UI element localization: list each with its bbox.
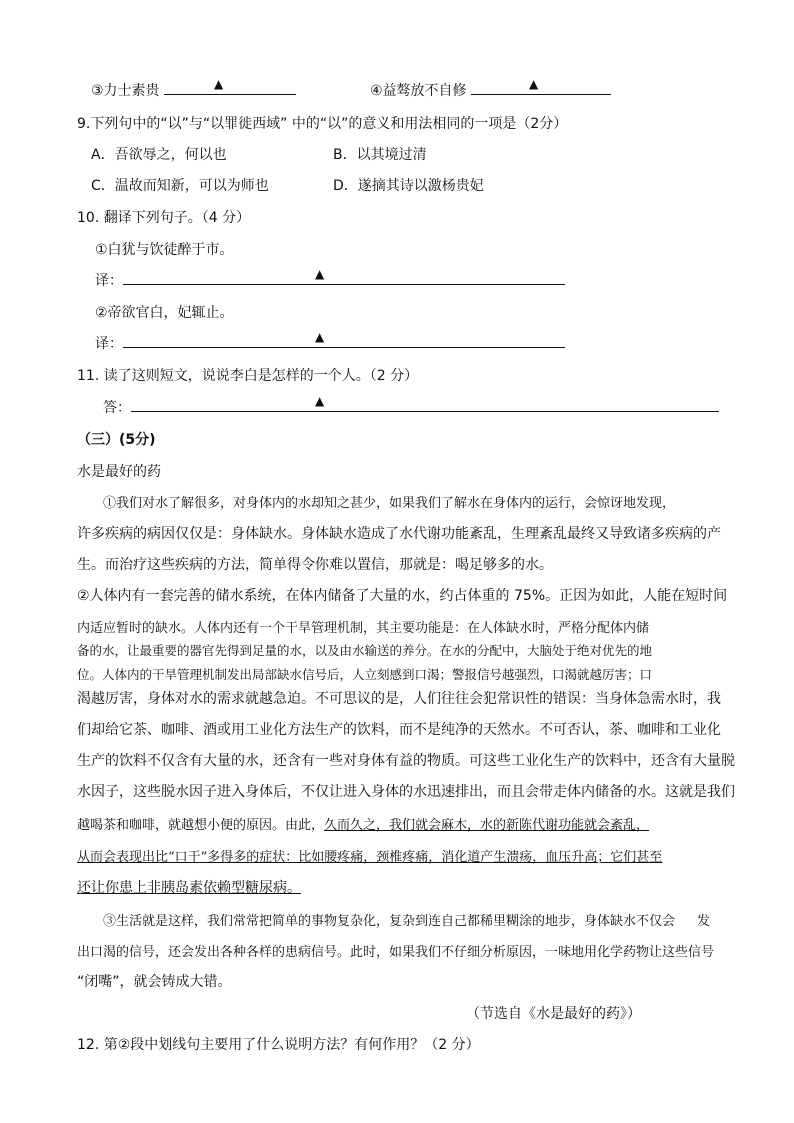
passage-p2-line-7: 生产的饮料不仅含有大量的水，还含有一些对身体有益的物质。可这些工业化生产的饮料中，还含有大量脱 — [77, 753, 735, 769]
passage-p2-line-8: 水因子，这些脱水因子进入身体后，不仅让进入身体的水迅速排出，而且会带走体内储备的水。这就是我们 — [77, 784, 735, 800]
q10-sentence-2: ②帝欲官白，妃辄止。 — [95, 305, 234, 321]
q9-option-c: C．温故而知新，可以为师也 — [91, 178, 269, 194]
answer-blank-11[interactable]: ▲ — [131, 397, 719, 412]
passage-p2-line-3: 备的水，让最重要的器官先得到足量的水，以及由水输送的养分。在水的分配中，大脑处于绝对优先的地 — [77, 643, 653, 658]
section-heading: （三）(5分) — [77, 432, 156, 448]
q10-stem: 10. 翻译下列句子。（4 分） — [77, 210, 251, 226]
q8-item-3: ③力士素贵 ▲ — [91, 80, 296, 100]
q12-stem: 12. 第②段中划线句主要用了什么说明方法？有何作用？（2 分） — [77, 1037, 480, 1053]
passage-p2-line-10: 从而会表现出比“口干”多得多的症状：比如腰疼痛，颈椎疼痛，消化道产生溃疡，血压升高；它们甚至 — [77, 850, 663, 865]
passage-source: （节选自《水是最好的药》） — [466, 1006, 641, 1022]
answer-blank[interactable]: ▲ — [164, 80, 296, 95]
q8-item-4: ④益骜放不自修 ▲ — [370, 80, 611, 100]
q10-answer-line-1: 译： ▲ — [95, 270, 565, 290]
q10-sentence-1: ①白犹与饮徒醉于市。 — [95, 242, 234, 258]
passage-p3-line-3: “闭嘴”，就会铸成大错。 — [77, 974, 232, 990]
passage-p1-line-2: 许多疾病的病因仅仅是：身体缺水。身体缺水造成了水代谢功能紊乱，生理紊乱最终又导致诸多疾病的产 — [77, 526, 721, 542]
q9-option-d: D．遂摘其诗以激杨贵妃 — [333, 178, 484, 194]
passage-p2-line-2: 内适应暂时的缺水。人体内还有一个干旱管理机制，其主要功能是：在人体缺水时，严格分配体内储 — [77, 621, 650, 636]
passage-p1-line-1: ①我们对水了解很多，对身体内的水却知之甚少，如果我们了解水在身体内的运行，会惊讶地发现， — [103, 496, 676, 511]
q11-answer-line: 答： ▲ — [103, 397, 719, 417]
underlined-sentence: 久而久之，我们就会麻木，水的新陈代谢功能就会紊乱， — [324, 818, 650, 833]
passage-p2-line-9: 越喝茶和咖啡，就越想小便的原因。由此，久而久之，我们就会麻木，水的新陈代谢功能就会紊乱， — [77, 818, 650, 833]
q9-option-b: B．以其境过清 — [333, 147, 427, 163]
passage-p2-line-4: 位。人体内的干旱管理机制发出局部缺水信号后，人立刻感到口渴；警报信号越强烈，口渴就越厉害；口 — [77, 667, 653, 682]
q11-stem: 11. 读了这则短文，说说李白是怎样的一个人。（2 分） — [77, 368, 419, 384]
passage-p3-line-1: ③生活就是这样，我们常常把简单的事物复杂化，复杂到连自己都稀里糊涂的地步，身体缺水不仅会 发 — [103, 914, 711, 929]
passage-p2-line-1: ②人体内有一套完善的储水系统，在体内储备了大量的水，约占体重的 75%。正因为如此，人能在短时间 — [77, 588, 728, 604]
q10-answer-line-2: 译： ▲ — [95, 333, 565, 353]
passage-p2-line-6: 们却给它茶、咖啡、酒或用工业化方法生产的饮料，而不是纯净的天然水。不可否认，茶、咖啡和工业化 — [77, 722, 721, 738]
translation-blank-2[interactable]: ▲ — [123, 333, 565, 348]
passage-p3-line-2: 出口渴的信号，还会发出各种各样的患病信号。此时，如果我们不仔细分析原因，一味地用化学药物让这些信号 — [77, 945, 715, 960]
passage-p2-line-5: 渴越厉害，身体对水的需求就越急迫。不可思议的是，人们往往会犯常识性的错误：当身体急需水时，我 — [77, 691, 721, 707]
q9-stem: 9.下列句中的“以”与“以罪徙西域” 中的“以”的意义和用法相同的一项是（2分） — [77, 116, 568, 132]
passage-p2-line-11: 还让你患上非胰岛素依赖型糖尿病。 — [77, 880, 301, 896]
passage-title: 水是最好的药 — [77, 464, 161, 480]
passage-p1-line-3: 生。而治疗这些疾病的方法，简单得令你难以置信，那就是：喝足够多的水。 — [77, 557, 553, 573]
q9-option-a: A．吾欲辱之，何以也 — [91, 147, 227, 163]
answer-blank[interactable]: ▲ — [471, 80, 611, 95]
translation-blank-1[interactable]: ▲ — [123, 270, 565, 285]
